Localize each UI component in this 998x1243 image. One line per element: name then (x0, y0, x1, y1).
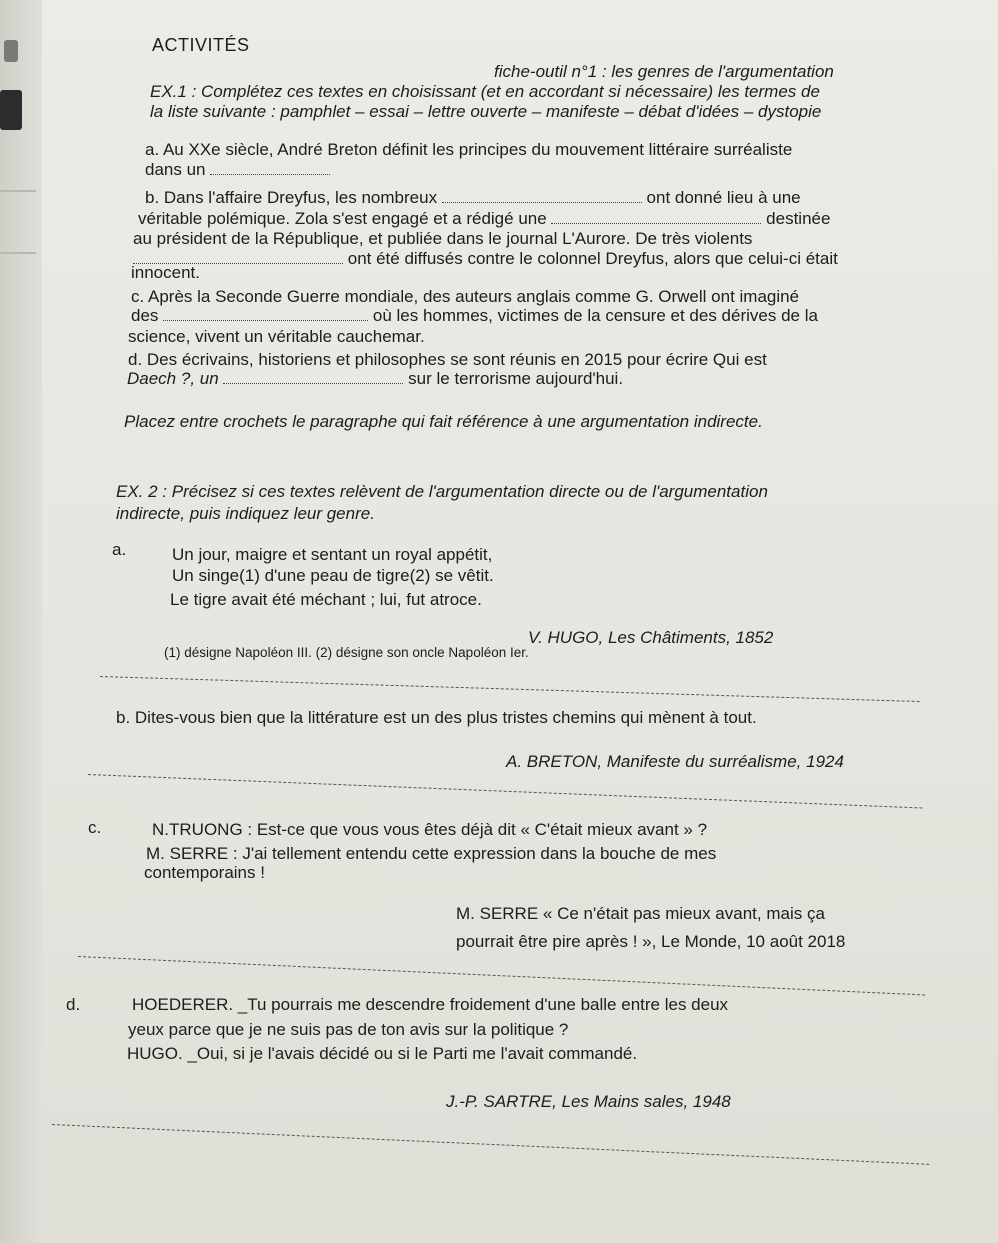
ex2-c-source1: M. SERRE « Ce n'était pas mieux avant, mais ça (456, 904, 825, 923)
ex2-b-text: b. Dites-vous bien que la littérature est un des plus tristes chemins qui mènent à tout. (116, 708, 757, 727)
ex1-a-prefix: dans un (145, 160, 206, 179)
ex1-b-line5: innocent. (131, 263, 200, 282)
ex2-a-verse1: Un jour, maigre et sentant un royal appétit, (172, 545, 493, 564)
ex2-a-marker: a. (112, 540, 127, 559)
section-title: ACTIVITÉS (152, 35, 250, 55)
ex2-b-source: A. BRETON, Manifeste du surréalisme, 1924 (506, 752, 844, 771)
ex2-c-line1: N.TRUONG : Est-ce que vous vous êtes déjà dit « C'était mieux avant » ? (152, 820, 708, 839)
ex1-c-line2 (131, 306, 818, 326)
binder-edge (0, 0, 42, 1243)
binder-ring (4, 40, 18, 62)
answer-line-a[interactable] (100, 676, 920, 702)
blank-b2[interactable] (551, 209, 761, 224)
ex2-a-verse3: Le tigre avait été méchant ; lui, fut atroce. (170, 590, 482, 609)
ex2-title-line1: EX. 2 : Précisez si ces textes relèvent de l'argumentation directe ou de l'argumentation (116, 482, 768, 501)
blank-a[interactable] (210, 160, 330, 175)
ex1-a-line1: a. Au XXe siècle, André Breton définit les principes du mouvement littéraire surréaliste (145, 140, 793, 159)
ex1-instruction: Placez entre crochets le paragraphe qui fait référence à une argumentation indirecte. (124, 412, 763, 431)
ex1-c-line3: science, vivent un véritable cauchemar. (128, 327, 425, 346)
ex1-b2-prefix: véritable polémique. Zola s'est engagé et a rédigé une (138, 209, 547, 228)
ex2-d-source: J.-P. SARTRE, Les Mains sales, 1948 (446, 1092, 731, 1111)
ex1-b2-suffix: destinée (766, 209, 831, 228)
ex1-b-line1 (145, 188, 801, 208)
ex1-b-line3: au président de la République, et publiée dans le journal L'Aurore. De très violents (133, 229, 753, 248)
ex1-c-prefix: des (131, 306, 159, 325)
ex1-b-line2 (138, 209, 830, 229)
ex2-c-line2: M. SERRE : J'ai tellement entendu cette expression dans la bouche de mes (146, 844, 717, 863)
blank-b1[interactable] (442, 188, 642, 203)
answer-line-b[interactable] (88, 774, 922, 809)
ex1-d-text: d. Des écrivains, historiens et philosophes se sont réunis en 2015 pour écrire Qui est (128, 350, 767, 369)
ex1-d-suffix: sur le terrorisme aujourd'hui. (408, 369, 624, 388)
ex2-d-line2: yeux parce que je ne suis pas de ton avis sur la politique ? (128, 1020, 569, 1039)
ex1-c-suffix: où les hommes, victimes de la censure et des dérives de la (372, 306, 818, 325)
ex1-title-line1: EX.1 : Complétez ces textes en choisissant (et en accordant si nécessaire) les termes de (150, 82, 820, 101)
ex1-a-line2 (145, 160, 330, 180)
ex1-title-line2: la liste suivante : pamphlet – essai – lettre ouverte – manifeste – débat d'idées – dystopie (150, 102, 822, 121)
ex1-d-prefix: Daech ?, un (127, 369, 219, 388)
answer-line-c[interactable] (78, 956, 925, 995)
blank-d[interactable] (223, 369, 403, 384)
ex2-title-line2: indirecte, puis indiquez leur genre. (116, 504, 375, 523)
ex2-d-marker: d. (66, 995, 81, 1014)
fiche-title: fiche-outil n°1 : les genres de l'argumentation (494, 62, 834, 81)
binder-rings (0, 190, 36, 254)
ex2-c-marker: c. (88, 818, 102, 837)
ex1-b-line4 (133, 249, 838, 269)
ex2-a-note: (1) désigne Napoléon III. (2) désigne son oncle Napoléon Ier. (164, 645, 529, 660)
ex2-a-source: V. HUGO, Les Châtiments, 1852 (528, 628, 774, 647)
ex1-b4-suffix: ont été diffusés contre le colonnel Dreyfus, alors que celui-ci était (347, 249, 838, 268)
ex1-d-line1 (128, 350, 767, 370)
ex2-d-line1: HOEDERER. _Tu pourrais me descendre froidement d'une balle entre les deux (132, 995, 729, 1014)
binder-clip (0, 90, 22, 130)
answer-line-d[interactable] (52, 1124, 929, 1165)
ex2-c-line3: contemporains ! (144, 863, 265, 882)
ex2-d-line3: HUGO. _Oui, si je l'avais décidé ou si le Parti me l'avait commandé. (127, 1044, 638, 1063)
ex2-c-source2: pourrait être pire après ! », Le Monde, 10 août 2018 (456, 932, 846, 951)
blank-b3[interactable] (133, 249, 343, 264)
ex1-d-line2 (127, 369, 623, 389)
ex1-b-prefix: b. Dans l'affaire Dreyfus, les nombreux (145, 188, 438, 207)
ex1-b-suffix: ont donné lieu à une (646, 188, 801, 207)
blank-c[interactable] (163, 306, 368, 321)
ex1-c-line1: c. Après la Seconde Guerre mondiale, des auteurs anglais comme G. Orwell ont imaginé (131, 287, 800, 306)
ex2-a-verse2: Un singe(1) d'une peau de tigre(2) se vêtit. (172, 566, 494, 585)
